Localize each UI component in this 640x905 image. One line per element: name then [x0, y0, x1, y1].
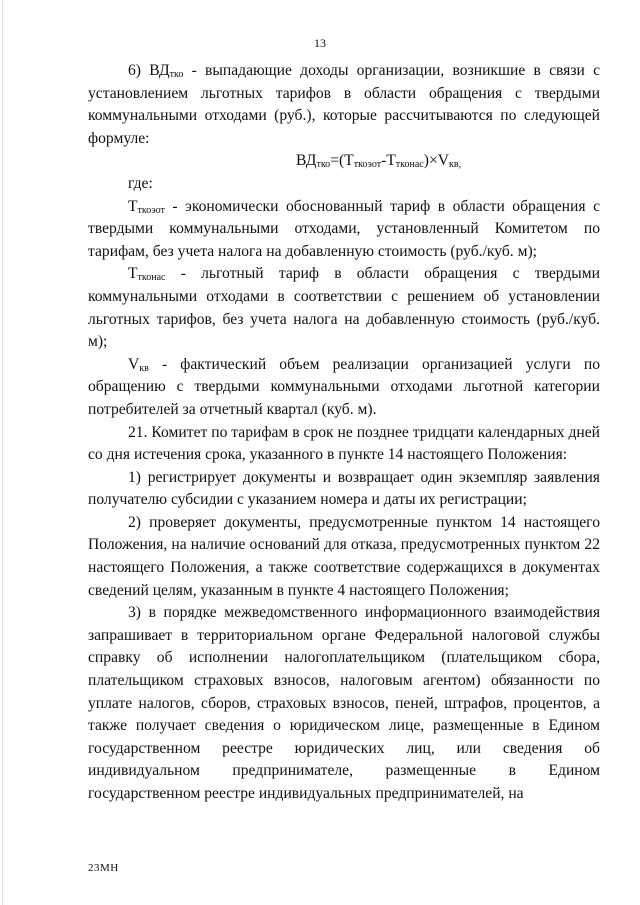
paragraph-item-6	[88, 60, 600, 150]
definition-v-kv	[88, 354, 600, 422]
definition-text: - льготный тариф в области обращения с твердыми коммунальными отходами в соответствии с решением об установлении льготных тарифов, без учета налога на добавленную стоимость (руб./куб. м);	[88, 265, 600, 351]
item6-prefix-subscript: тко	[169, 69, 184, 80]
where-label: где:	[128, 174, 153, 192]
definition-subscript: тконас	[137, 272, 166, 284]
definition-subscript: ткоэот	[137, 204, 165, 216]
sub-item-1: 1) регистрирует документы и возвращает один экземпляр заявления получателю субсидии с указанием номера и даты их регистрации;	[88, 468, 600, 509]
formula	[88, 150, 600, 173]
footer-code: 23МН	[88, 862, 119, 874]
formula-lhs-subscript: тко	[316, 159, 331, 171]
page-number: 13	[314, 36, 326, 50]
formula-minus: -Т	[381, 152, 396, 170]
definition-symbol: V	[128, 355, 140, 373]
formula-v-subscript: кв,	[449, 159, 462, 171]
definition-text: - фактический объем реализации организацией услуги по обращению с твердыми коммунальными отходами льготной категории потребителей за отчетный квартал (куб. м).	[88, 355, 600, 418]
formula-eq-open: =(Т	[330, 152, 354, 170]
definition-subscript: кв	[139, 362, 149, 374]
definition-text: - экономически обоснованный тариф в области обращения с твердыми коммунальными отходами, установленный Комитетом по тарифам, без учета налога на добавленную стоимость (руб./куб. м);	[88, 197, 600, 260]
item6-text: - выпадающие доходы организации, возникшие в связи с установлением льготных тарифов в области обращения с твердыми коммунальными отходами (руб.), которые рассчитываются по следующей формуле:	[88, 62, 600, 147]
formula-t2-subscript: тконас	[395, 159, 424, 171]
document-body	[88, 60, 600, 806]
paragraph-21: 21. Комитет по тарифам в срок не позднее тридцати календарных дней со дня истечения срока, указанного в пункте 14 настоящего Положения:	[88, 423, 600, 464]
definition-symbol: Т	[128, 197, 138, 215]
definition-symbol: Т	[128, 265, 138, 283]
definition-t-ekonom	[88, 196, 600, 264]
page-edge-line	[2, 0, 3, 905]
definition-t-lgot	[88, 263, 600, 353]
formula-t1-subscript: ткоэот	[353, 159, 382, 171]
formula-lhs: ВД	[296, 152, 317, 170]
sub-item-3: 3) в порядке межведомственного информационного взаимодействия запрашивает в территориальном органе Федеральной налоговой службы справку об исполнении налогоплательщиком (плательщиком сбора, плательщиком страховых взносов, налоговым агентом) обязанности по уплате налогов, сборов, страховых взносов, пеней, штрафов, процентов, а также получает сведения о юридическом лице, размещенные в Едином государственном реестре юридических лиц, или сведения об индивидуальном предпринимателе, размещенные в Едином государственном реестре индивидуальных предпринимателей, на	[88, 604, 600, 802]
item6-prefix: 6) ВД	[128, 62, 170, 79]
formula-close-mult: )×V	[423, 152, 449, 170]
sub-item-2: 2) проверяет документы, предусмотренные пунктом 14 настоящего Положения, на наличие оснований для отказа, предусмотренных пунктом 22 настоящего Положения, а также соответствие содержащихся в документах сведений целям, указанным в пункте 4 настоящего Положения;	[88, 513, 600, 599]
